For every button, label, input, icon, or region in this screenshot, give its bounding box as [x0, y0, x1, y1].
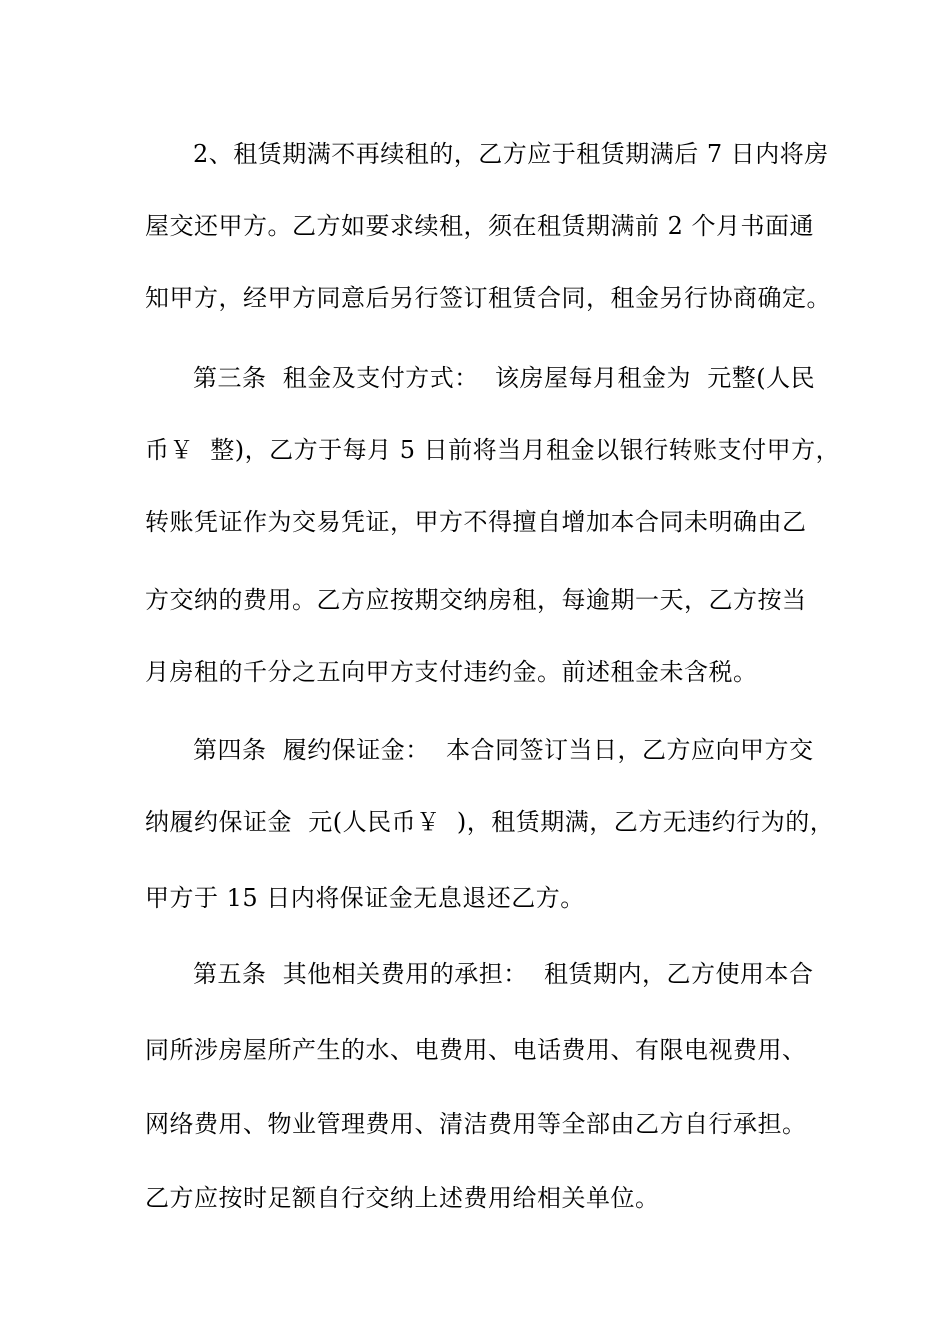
paragraph-2-line-2: 屋交还甲方。乙方如要求续租，须在租赁期满前 2 个月书面通	[145, 212, 815, 240]
article-4-line-3: 甲方于 15 日内将保证金无息退还乙方。	[145, 884, 585, 912]
article-3-line-1: 第三条 租金及支付方式： 该房屋每月租金为 元整(人民	[193, 364, 816, 392]
paragraph-2-line-3: 知甲方，经甲方同意后另行签订租赁合同，租金另行协商确定。	[145, 284, 831, 312]
paragraph-2-line-1: 2、租赁期满不再续租的，乙方应于租赁期满后 7 日内将房	[193, 140, 829, 168]
article-5-line-2: 同所涉房屋所产生的水、电费用、电话费用、有限电视费用、	[145, 1036, 807, 1064]
article-4-line-1: 第四条 履约保证金： 本合同签订当日，乙方应向甲方交	[193, 736, 814, 764]
article-3-line-2: 币￥ 整)，乙方于每月 5 日前将当月租金以银行转账支付甲方，	[145, 436, 841, 464]
article-5-line-4: 乙方应按时足额自行交纳上述费用给相关单位。	[145, 1184, 660, 1212]
article-5-line-3: 网络费用、物业管理费用、清洁费用等全部由乙方自行承担。	[145, 1110, 807, 1138]
article-3-line-3: 转账凭证作为交易凭证，甲方不得擅自增加本合同未明确由乙	[145, 508, 807, 536]
article-5-line-1: 第五条 其他相关费用的承担： 租赁期内，乙方使用本合	[193, 960, 814, 988]
article-3-line-4: 方交纳的费用。乙方应按期交纳房租，每逾期一天，乙方按当	[145, 586, 807, 614]
article-4-line-2: 纳履约保证金 元(人民币￥ )，租赁期满，乙方无违约行为的，	[145, 808, 835, 836]
article-3-line-5: 月房租的千分之五向甲方支付违约金。前述租金未含税。	[145, 658, 758, 686]
